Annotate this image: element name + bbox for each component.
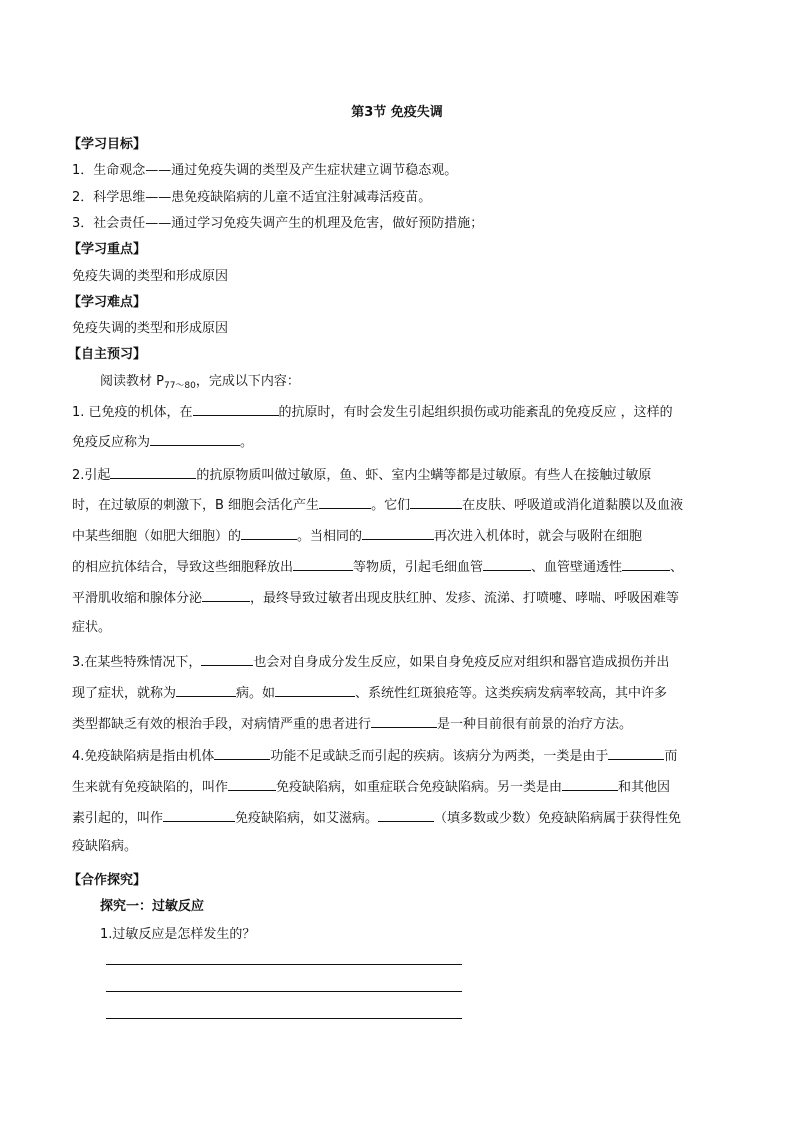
preview-heading: 【自主预习】 [68,347,147,362]
goal-item: 3．社会责任——通过学习免疫失调产生的机理及危害，做好预防措施； [72,216,484,231]
q-text: 4.免疫缺陷病是指由机体 [72,749,215,764]
fill-blank[interactable] [319,495,371,509]
q-text: 。当相同的 [297,529,363,544]
page-title: 第3节 免疫失调 [351,105,443,120]
fill-blank[interactable] [201,652,253,666]
q-text: 时，在过敏原的刺激下，B 细胞会活化产生 [72,498,320,513]
explore-topic-1: 探究一：过敏反应 [100,899,205,914]
q-text: 免疫反应称为 [72,435,151,450]
q-text: 的抗原时，有时会发生引起组织损伤或功能紊乱的免疫反应 ，这样的 [278,405,673,420]
page-range: 77～80 [163,381,196,391]
q-text: 素引起的，叫作 [72,811,164,826]
q-text: 也会对自身成分发生反应，如果自身免疫反应对组织和器官造成损伤并出 [253,655,670,670]
q-text: 2.引起 [72,468,111,483]
question-4-line-4: 疫缺陷病。 [72,839,138,854]
fill-blank[interactable] [483,557,531,571]
fill-blank[interactable] [241,526,297,540]
preview-intro-text: ，完成以下内容： [195,374,300,389]
answer-line[interactable] [106,964,462,965]
fill-blank[interactable] [622,557,670,571]
q-text: 和其他因 [618,780,671,795]
question-2-line-4 [72,557,683,577]
q-text: 现了症状，就称为 [72,686,177,701]
question-2-line-1 [72,465,651,485]
focus-heading: 【学习重点】 [68,242,147,257]
q-text: 功能不足或缺乏而引起的疾病。该病分为两类，一类是由于 [270,749,609,764]
fill-blank[interactable] [214,746,270,760]
q-text: 病。如 [236,686,276,701]
q-text: 。它们 [371,498,411,513]
question-1-line-1 [72,402,673,422]
preview-intro [100,373,300,395]
preview-intro-text: 阅读教材 P [100,374,164,389]
question-2-line-2 [72,495,683,515]
question-4-line-2 [72,777,670,797]
focus-text: 免疫失调的类型和形成原因 [72,269,229,284]
fill-blank[interactable] [228,777,276,791]
question-3-line-3 [72,714,632,734]
fill-blank[interactable] [378,808,434,822]
q-text: 。 [240,435,254,450]
q-text: 、 [670,560,684,575]
q-text: 平滑肌收缩和腺体分泌 [72,591,203,606]
q-text: ，最终导致过敏者出现皮肤红肿、发疹、流涕、打喷嚏、哮喘、呼吸困难等 [250,591,680,606]
q-text: 再次进入机体时，就会与吸附在细胞 [434,529,643,544]
fill-blank[interactable] [275,683,355,697]
fill-blank[interactable] [562,777,618,791]
answer-line[interactable] [106,991,462,992]
explore-heading: 【合作探究】 [68,873,147,888]
question-1-line-2 [72,432,253,452]
q-text: 的相应抗体结合，导致这些细胞释放出 [72,560,294,575]
q-text: 中某些细胞（如肥大细胞）的 [72,529,242,544]
explore-question-1: 1.过敏反应是怎样发生的？ [100,927,256,942]
fill-blank[interactable] [150,432,240,446]
goals-heading: 【学习目标】 [68,137,147,152]
fill-blank[interactable] [410,495,462,509]
question-2-line-5 [72,588,679,608]
question-2-line-3 [72,526,642,546]
fill-blank[interactable] [163,808,235,822]
q-text: 是一种目前很有前景的治疗方法。 [437,717,633,732]
question-3-line-1 [72,652,669,672]
q-text: 在皮肤、呼吸道或消化道黏膜以及血液 [462,498,684,513]
question-3-line-2 [72,683,667,703]
difficulty-text: 免疫失调的类型和形成原因 [72,321,229,336]
q-text: 、系统性红斑狼疮等。这类疾病发病率较高，其中许多 [355,686,668,701]
q-text: 的抗原物质叫做过敏原，鱼、虾、室内尘螨等都是过敏原。有些人在接触过敏原 [196,468,652,483]
difficulty-heading: 【学习难点】 [68,295,147,310]
q-text: 、血管壁通透性 [531,560,623,575]
fill-blank[interactable] [362,526,434,540]
fill-blank[interactable] [176,683,236,697]
goal-item: 2．科学思维——患免疫缺陷病的儿童不适宜注射减毒活疫苗。 [72,190,432,205]
fill-blank[interactable] [371,714,437,728]
q-text: 等物质，引起毛细血管 [353,560,484,575]
answer-line[interactable] [106,1018,462,1019]
fill-blank[interactable] [110,465,196,479]
q-text: 免疫缺陷病，如重症联合免疫缺陷病。另一类是由 [276,780,563,795]
q-text: 类型都缺乏有效的根治手段，对病情严重的患者进行 [72,717,372,732]
q-text: （填多数或少数）免疫缺陷病属于获得性免 [434,811,682,826]
fill-blank[interactable] [608,746,664,760]
q-text: 免疫缺陷病，如艾滋病。 [235,811,379,826]
fill-blank[interactable] [293,557,353,571]
q-text: 1. 已免疫的机体，在 [72,405,193,420]
q-text: 而 [664,749,678,764]
q-text: 生来就有免疫缺陷的，叫作 [72,780,229,795]
question-4-line-1 [72,746,677,766]
fill-blank[interactable] [193,402,279,416]
question-4-line-3 [72,808,681,828]
q-text: 3.在某些特殊情况下， [72,655,202,670]
goal-item: 1．生命观念——通过免疫失调的类型及产生症状建立调节稳态观。 [72,163,458,178]
fill-blank[interactable] [202,588,250,602]
question-2-line-6: 症状。 [72,620,112,635]
